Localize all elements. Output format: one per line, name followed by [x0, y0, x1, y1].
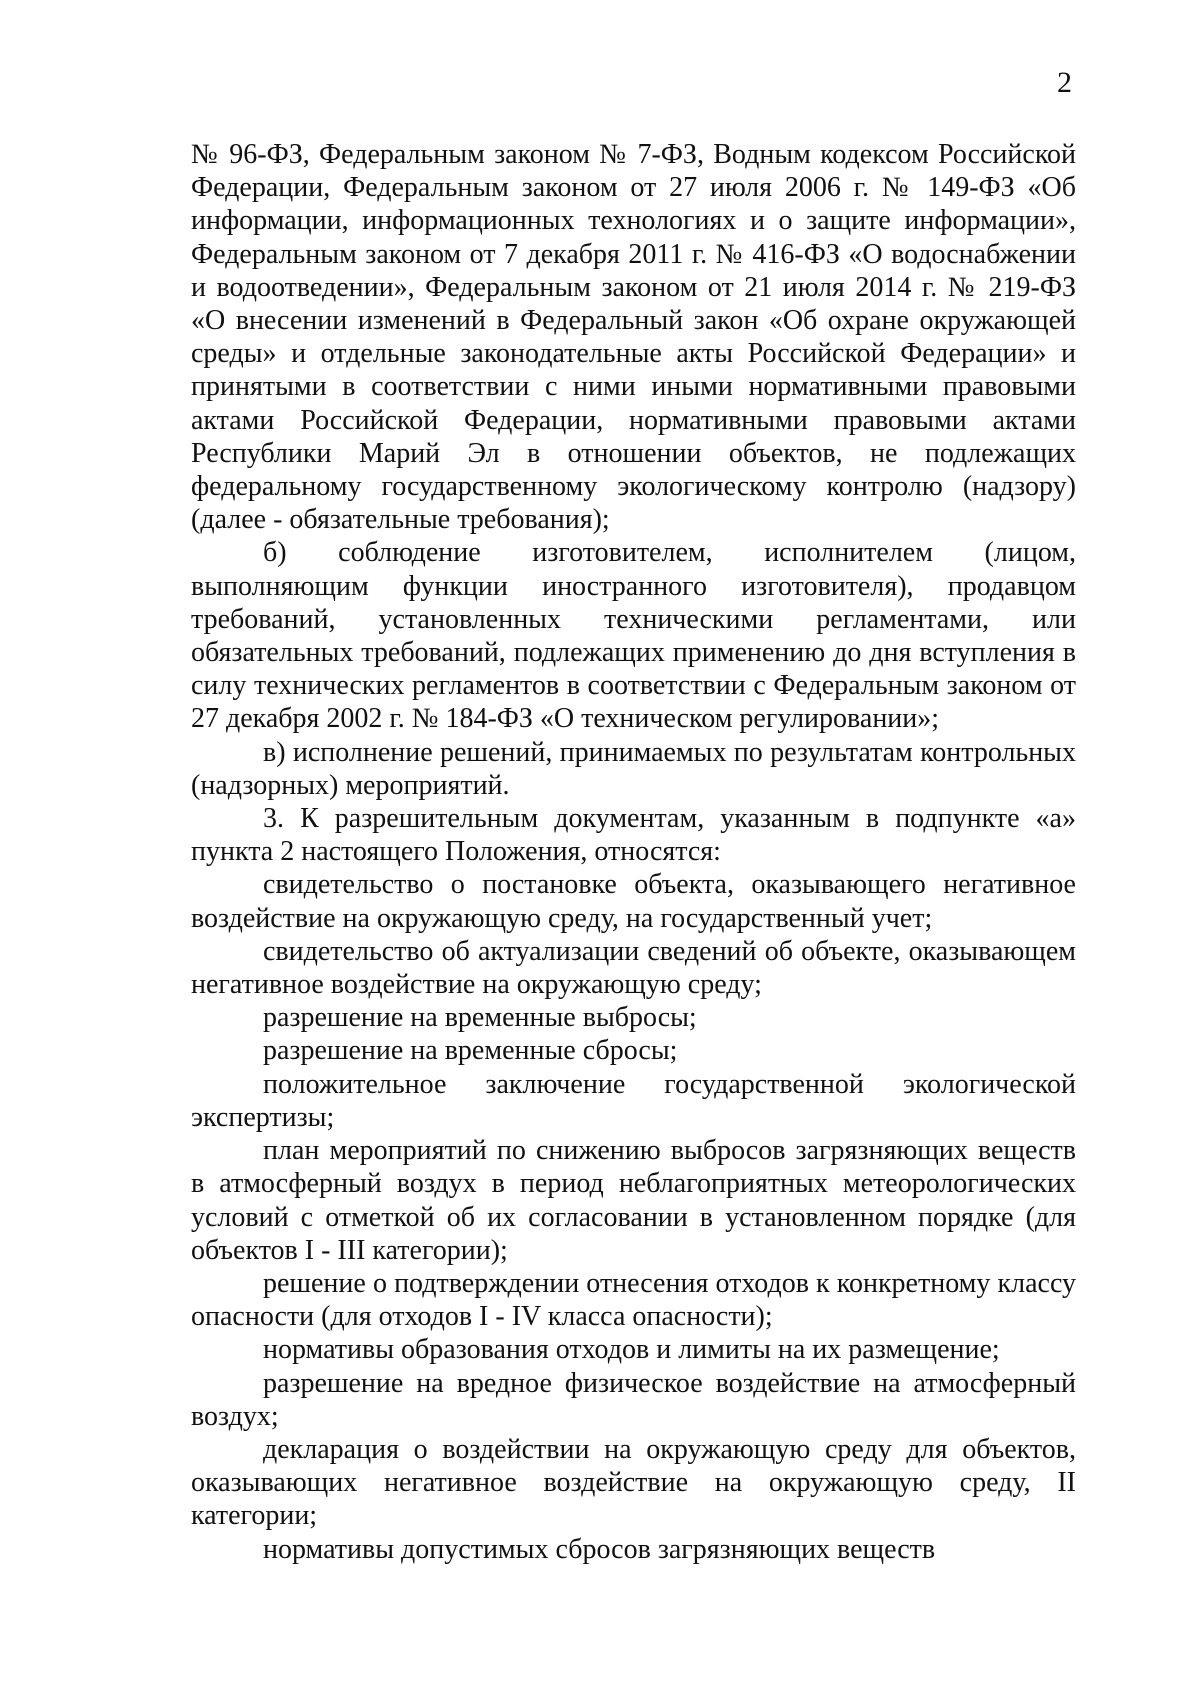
paragraph-point-3: 3. К разрешительным документам, указанным в подпункте «а» пункта 2 настоящего Положения, относятся: — [191, 803, 1076, 868]
list-item-temporary-emissions: разрешение на временные выбросы; — [263, 1002, 697, 1034]
paragraph-item-b: б) соблюдение изготовителем, исполнителем (лицом, выполняющим функции иностранного изготовителя), продавцом требований, установленных техническими регламентами, или обязательных требований, подлежащих применению до дня вступления в силу технических регламентов в соответствии с Федеральным законом от 27 декабря 2002 г. № 184-ФЗ «О техническом регулировании»; — [191, 537, 1076, 735]
paragraph-continued-laws: № 96-ФЗ, Федеральным законом № 7-ФЗ, Водным кодексом Российской Федерации, Федеральным законом от 27 июля 2006 г. № 149-ФЗ «Об информации, информационных технологиях и о защите информации», Федеральным законом от 7 декабря 2011 г. № 416-ФЗ «О водоснабжении и водоотведении», Федеральным законом от 21 июля 2014 г. № 219-ФЗ «О внесении изменений в Федеральный закон «Об охране окружающей среды» и отдельные законодательные акты Российской Федерации» и принятыми в соответствии с ними иными нормативными правовыми актами Российской Федерации, нормативными правовыми актами Республики Марий Эл в отношении объектов, не подлежащих федеральному государственному экологическому контролю (надзору) (далее - обязательные требования); — [191, 139, 1076, 536]
list-item-update-certificate: свидетельство об актуализации сведений об объекте, оказывающем негативное воздействие на окружающую среду; — [191, 935, 1076, 1001]
page-number: 2 — [1057, 66, 1072, 99]
list-item-impact-declaration: декларация о воздействии на окружающую среду для объектов, оказывающих негативное воздействие на окружающую среду, II категории; — [191, 1433, 1076, 1532]
list-item-physical-impact-permit: разрешение на вредное физическое воздействие на атмосферный воздух; — [191, 1367, 1076, 1432]
list-item-expert-conclusion: положительное заключение государственной экологической экспертизы; — [191, 1068, 1076, 1133]
list-item-emission-reduction-plan: план мероприятий по снижению выбросов загрязняющих веществ в атмосферный воздух в период неблагоприятных метеорологических условий с отметкой об их согласовании в установленном порядке (для объектов I - III категории); — [191, 1135, 1076, 1266]
document-body — [191, 138, 1076, 1566]
list-item-registration-certificate: свидетельство о постановке объекта, оказывающего негативное воздействие на окружающую среду, на государственный учет; — [191, 869, 1076, 934]
list-item-waste-norms: нормативы образования отходов и лимиты на их размещение; — [263, 1334, 1000, 1366]
list-item-hazard-class-decision: решение о подтверждении отнесения отходов к конкретному классу опасности (для отходов I - IV класса опасности); — [191, 1267, 1076, 1333]
list-item-temporary-discharges: разрешение на временные сбросы; — [263, 1035, 678, 1067]
list-item-discharge-norms: нормативы допустимых сбросов загрязняющих веществ — [263, 1533, 936, 1565]
paragraph-item-v: в) исполнение решений, принимаемых по результатам контрольных (надзорных) мероприятий. — [191, 736, 1076, 801]
